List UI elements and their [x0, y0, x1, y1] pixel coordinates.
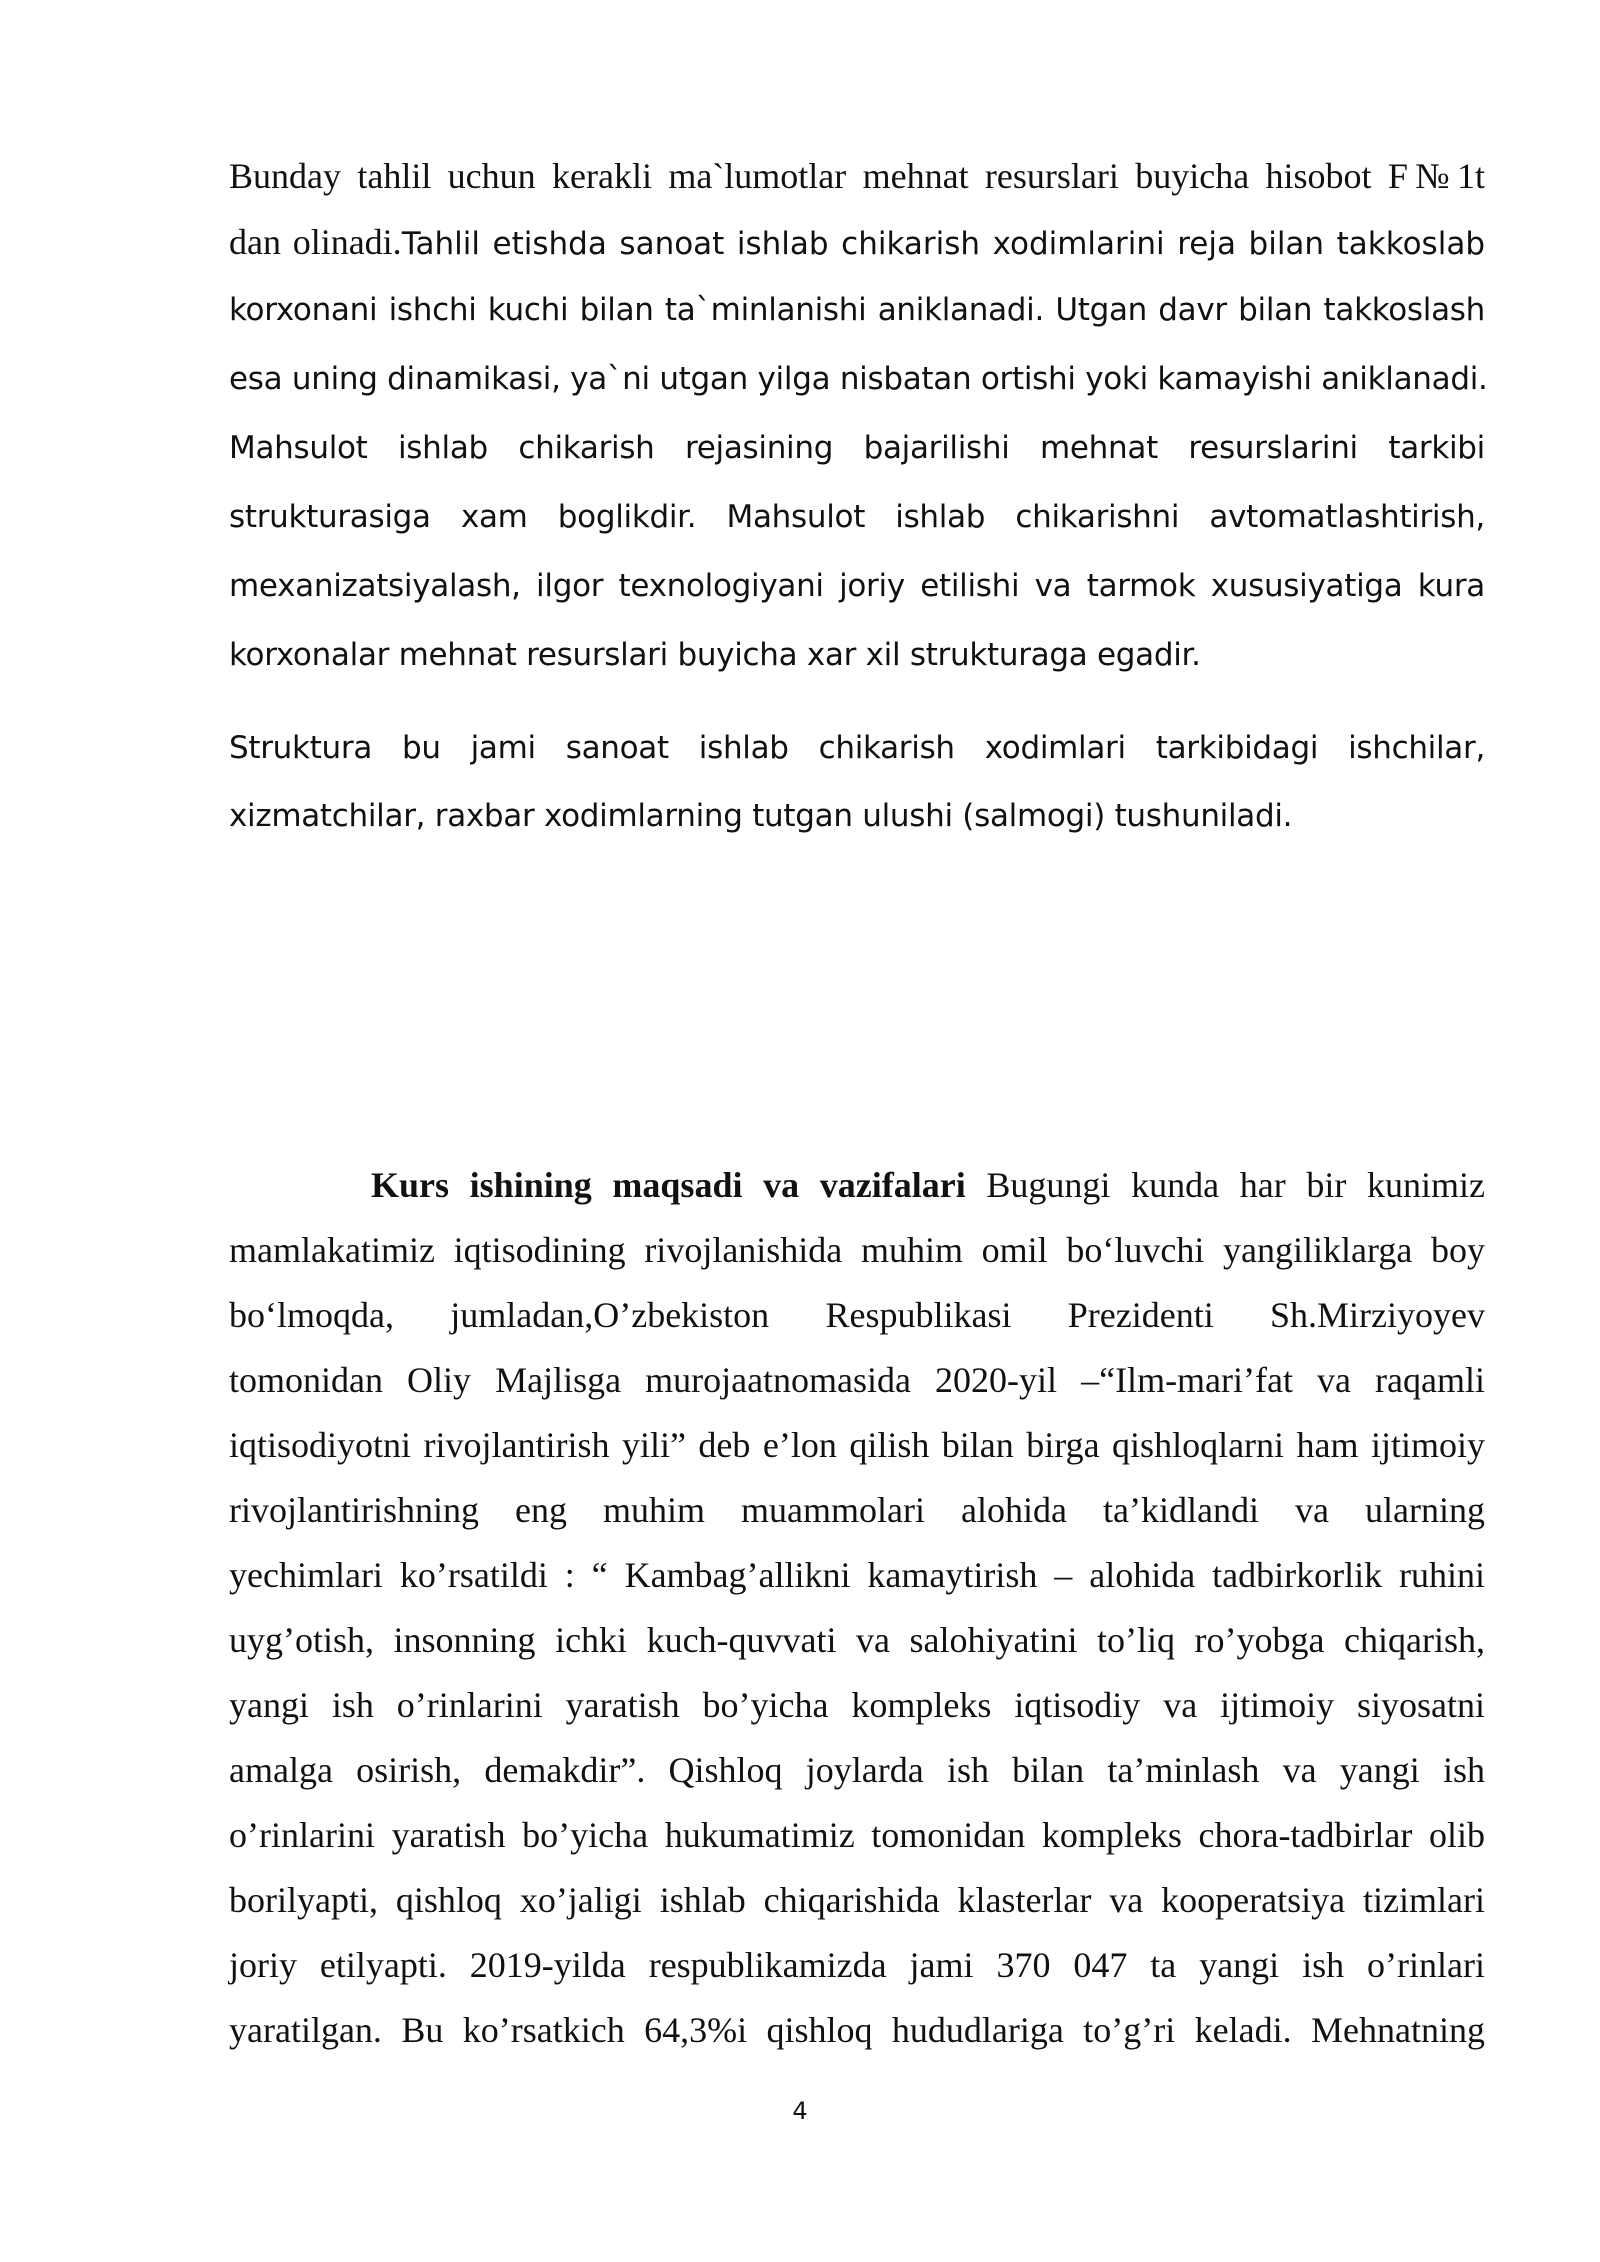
paragraph1-line-4 — [229, 354, 1488, 404]
section-line-5 — [229, 1485, 1485, 1535]
paragraph2-line-1-text: Struktura bu jami sanoat ishlab chikarish xodimlari tarkibidagi ishchilar, — [229, 730, 1485, 766]
section-first-line — [371, 1160, 1485, 1210]
section-line-11 — [229, 1875, 1485, 1925]
section-line-11-text: borilyapti, qishloq xo’jaligi ishlab chiqarishida klasterlar va kooperatsiya tizimlari — [229, 1880, 1485, 1920]
section-line-9 — [229, 1745, 1485, 1795]
section-heading: Kurs ishining maqsadi va vazifalari — [371, 1165, 966, 1205]
section-line-13-text: yaratilgan. Bu ko’rsatkich 64,3%i qishloq hududlariga to’g’ri keladi. Mehnatning — [229, 2010, 1485, 2050]
paragraph1-line-7 — [229, 561, 1485, 611]
paragraph1-line-8-text: korxonalar mehnat resurslari buyicha xar xil strukturaga egadir. — [229, 637, 1201, 673]
paragraph1-line-5 — [229, 423, 1485, 473]
section-line-2-text: bo‘lmoqda, jumladan,O’zbekiston Respublikasi Prezidenti Sh.Mirziyoyev — [229, 1295, 1485, 1335]
section-line-10 — [229, 1810, 1485, 1860]
paragraph1-line-3 — [229, 285, 1485, 335]
paragraph1-line-2-serif: dan olinadi. — [229, 222, 402, 262]
section-line-8 — [229, 1680, 1485, 1730]
section-line-6-text: yechimlari ko’rsatildi : “ Kambag’allikni kamaytirish – alohida tadbirkorlik ruhini — [229, 1555, 1485, 1595]
paragraph1-line-5-text: Mahsulot ishlab chikarish rejasining bajarilishi mehnat resurslarini tarkibi — [229, 430, 1485, 466]
section-line-7 — [229, 1615, 1485, 1665]
paragraph1-line-1-text: Bunday tahlil uchun kerakli ma`lumotlar mehnat resurslari buyicha hisobot F№1t — [229, 156, 1485, 196]
section-line-13 — [229, 2005, 1485, 2055]
section-line-12-text: joriy etilyapti. 2019-yilda respublikamizda jami 370 047 ta yangi ish o’rinlari — [229, 1945, 1485, 1985]
section-line-6 — [229, 1550, 1485, 1600]
section-line-3 — [229, 1355, 1485, 1405]
paragraph1-line-7-text: mexanizatsiyalash, ilgor texnologiyani joriy etilishi va tarmok xususiyatiga kura — [229, 568, 1485, 604]
section-line-3-text: tomonidan Oliy Majlisga murojaatnomasida 2020-yil –“Ilm-mari’fat va raqamli — [229, 1360, 1485, 1400]
paragraph1-line-2 — [229, 217, 1485, 267]
section-line-12 — [229, 1940, 1485, 1990]
section-line-5-text: rivojlantirishning eng muhim muammolari alohida ta’kidlandi va ularning — [229, 1490, 1485, 1530]
paragraph1-line-6 — [229, 492, 1485, 542]
section-line-1-text: mamlakatimiz iqtisodining rivojlanishida muhim omil bo‘luvchi yangiliklarga boy — [229, 1230, 1485, 1270]
paragraph2-line-2-text: xizmatchilar, raxbar xodimlarning tutgan ulushi (salmogi) tushuniladi. — [229, 798, 1293, 834]
section-line-10-text: o’rinlarini yaratish bo’yicha hukumatimiz tomonidan kompleks chora-tadbirlar olib — [229, 1815, 1485, 1855]
section-line-1 — [229, 1225, 1485, 1275]
paragraph1-line-2-sans: Tahlil etishda sanoat ishlab chikarish xodimlarini reja bilan takkoslab — [401, 226, 1485, 262]
paragraph1-line-8 — [229, 630, 1485, 680]
section-first-line-rest: Bugungi kunda har bir kunimiz — [965, 1165, 1485, 1205]
paragraph2-line-1 — [229, 723, 1485, 773]
section-line-7-text: uyg’otish, insonning ichki kuch-quvvati va salohiyatini to’liq ro’yobga chiqarish, — [229, 1620, 1485, 1660]
section-line-4 — [229, 1420, 1485, 1470]
page-number: 4 — [792, 2097, 808, 2125]
paragraph1-line-6-text: strukturasiga xam boglikdir. Mahsulot ishlab chikarishni avtomatlashtirish, — [229, 499, 1485, 535]
paragraph1-line-1 — [229, 151, 1485, 201]
section-line-9-text: amalga osirish, demakdir”. Qishloq joylarda ish bilan ta’minlash va yangi ish — [229, 1750, 1485, 1790]
paragraph2-line-2 — [229, 791, 1485, 841]
section-line-8-text: yangi ish o’rinlarini yaratish bo’yicha kompleks iqtisodiy va ijtimoiy siyosatni — [229, 1685, 1485, 1725]
section-line-2 — [229, 1290, 1485, 1340]
section-line-4-text: iqtisodiyotni rivojlantirish yili” deb e’lon qilish bilan birga qishloqlarni ham ijtimoiy — [229, 1425, 1485, 1465]
paragraph1-line-4-text: esa uning dinamikasi, ya`ni utgan yilga nisbatan ortishi yoki kamayishi aniklanadi. — [229, 361, 1488, 397]
paragraph1-line-3-text: korxonani ishchi kuchi bilan ta`minlanishi aniklanadi. Utgan davr bilan takkoslash — [229, 292, 1485, 328]
